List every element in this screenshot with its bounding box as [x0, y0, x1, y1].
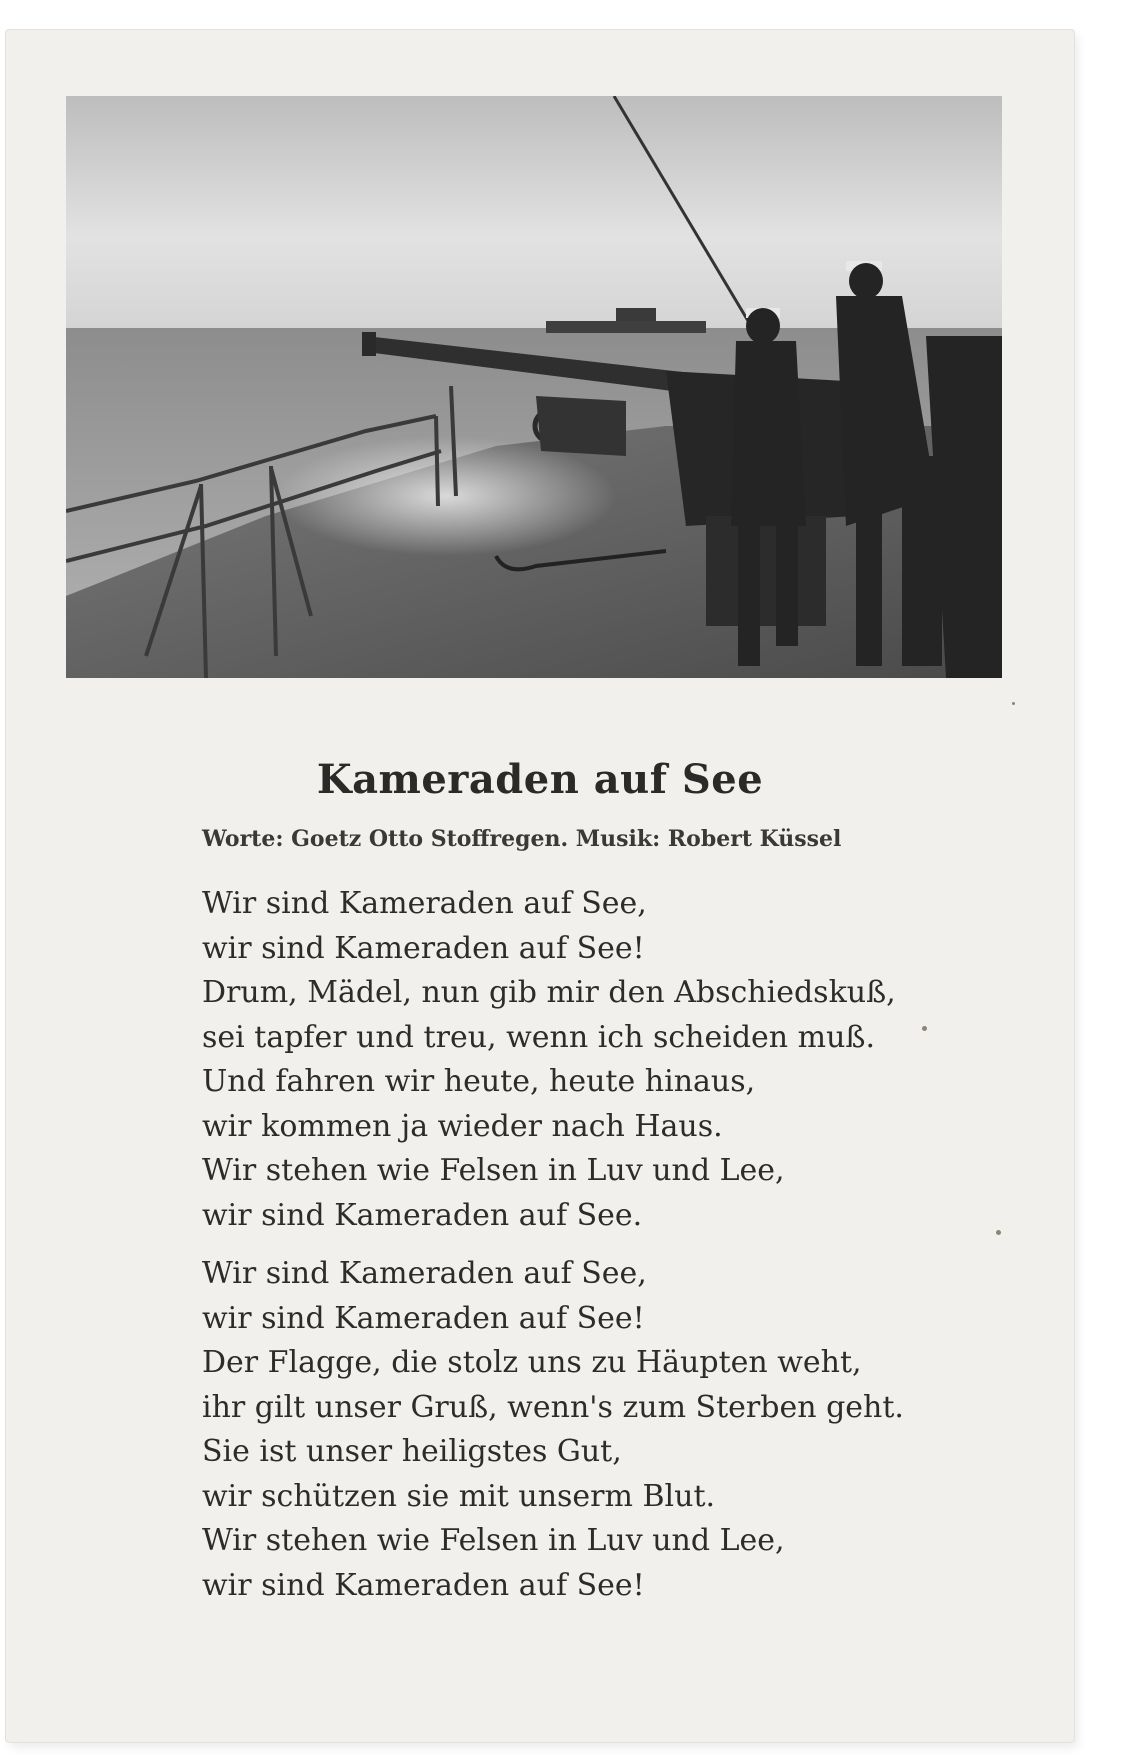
verse-line: wir sind Kameraden auf See! [202, 1300, 645, 1336]
verse-line: Der Flagge, die stolz uns zu Häupten weht, [202, 1345, 862, 1380]
verse-line: wir sind Kameraden auf See! [202, 930, 645, 966]
ship-gun-photo [66, 96, 1002, 678]
paper-speck [922, 1026, 927, 1031]
verse-2 [202, 1252, 904, 1608]
verse-line: Sie ist unser heiligstes Gut, [202, 1434, 622, 1469]
paper-speck [1012, 702, 1015, 705]
song-credits: Worte: Goetz Otto Stoffregen. Musik: Robert Küssel [202, 826, 842, 852]
verse-line: Wir sind Kameraden auf See, [202, 1256, 647, 1291]
verse-1 [202, 882, 896, 1238]
paper-speck [996, 1230, 1001, 1235]
verse-line: wir sind Kameraden auf See! [202, 1567, 645, 1603]
verse-line: wir schützen sie mit unserm Blut. [202, 1478, 716, 1514]
ship-gun-illustration [66, 96, 1002, 678]
verse-line: sei tapfer und treu, wenn ich scheiden muß. [202, 1019, 875, 1055]
verse-line: Wir stehen wie Felsen in Luv und Lee, [202, 1523, 785, 1558]
verse-line: wir kommen ja wieder nach Haus. [202, 1108, 723, 1144]
verse-line: ihr gilt unser Gruß, wenn's zum Sterben geht. [202, 1389, 904, 1425]
verse-line: Wir sind Kameraden auf See, [202, 886, 647, 921]
verse-line: Und fahren wir heute, heute hinaus, [202, 1064, 756, 1099]
verse-line: wir sind Kameraden auf See. [202, 1197, 643, 1233]
postcard [6, 30, 1074, 1742]
verse-line: Drum, Mädel, nun gib mir den Abschiedskuß, [202, 975, 896, 1010]
verse-line: Wir stehen wie Felsen in Luv und Lee, [202, 1153, 785, 1188]
song-title: Kameraden auf See [316, 756, 764, 803]
